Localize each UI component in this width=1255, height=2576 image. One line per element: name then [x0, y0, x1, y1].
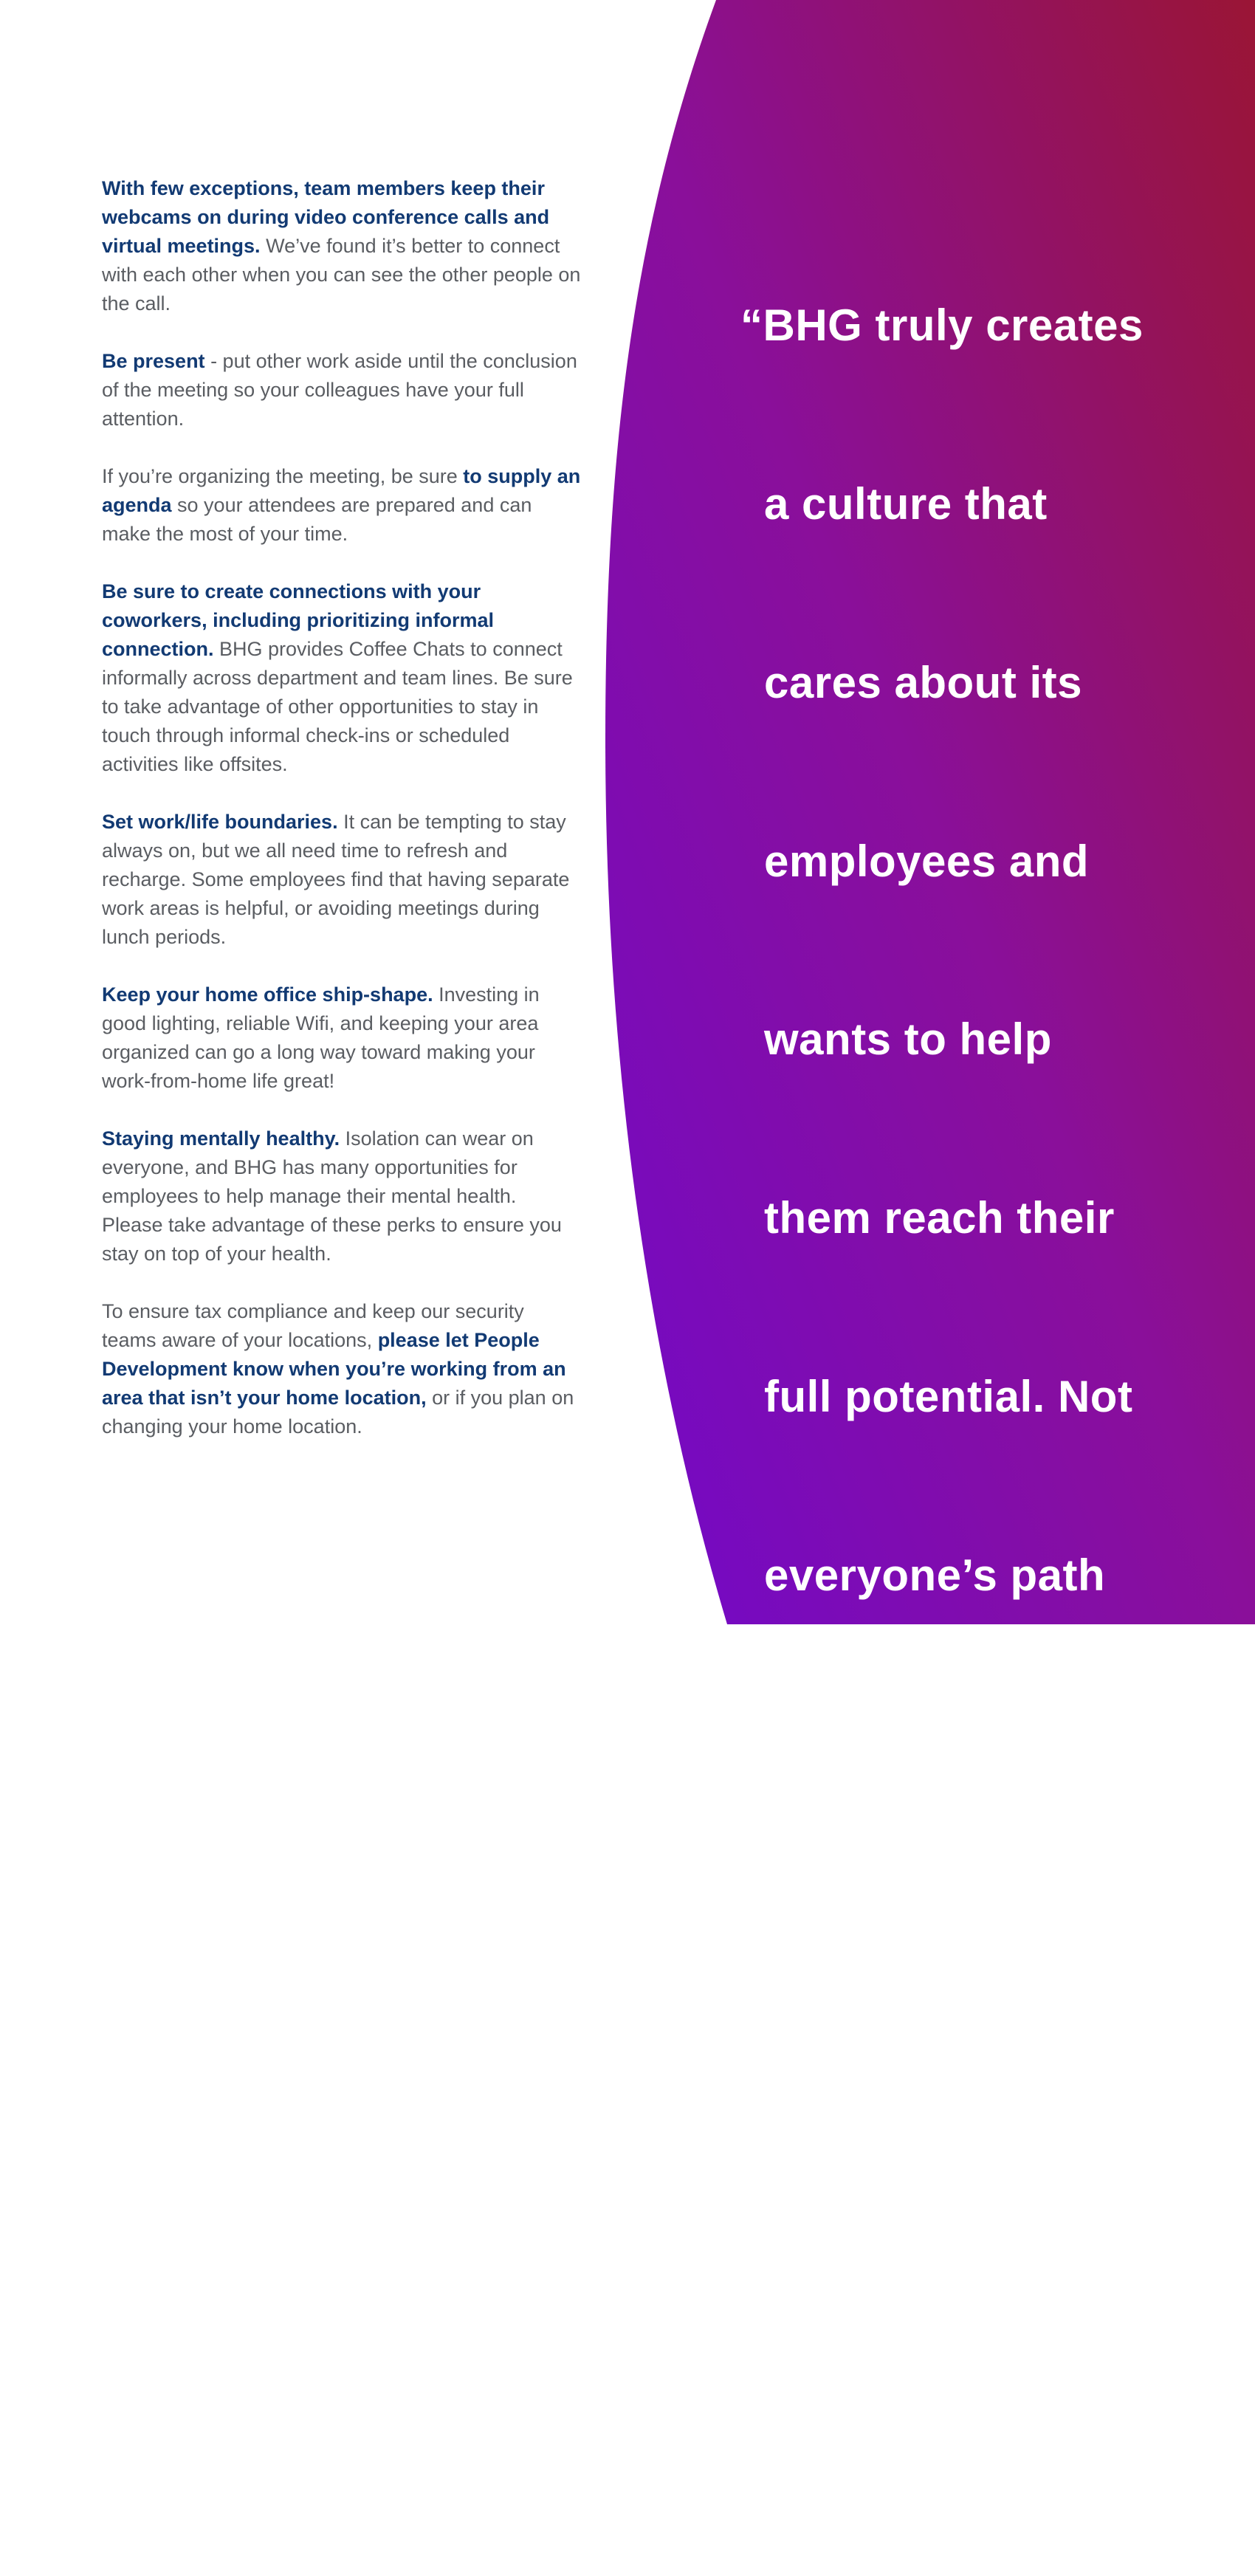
paragraph-heading: Set work/life boundaries. — [102, 811, 338, 833]
paragraph-tax-compliance — [102, 1297, 582, 1441]
author-name: Nikki Dixon — [764, 2498, 957, 2538]
quote-line: it out – together!.” — [764, 2264, 1155, 2314]
paragraph-body: Investing in good lighting, reliable Wifi, and keeping your area organized can go a long way toward making your work-from-home life great! — [102, 983, 540, 1092]
quote-line: cares about its — [764, 657, 1082, 707]
quote-line: is the same and — [764, 1728, 1102, 1779]
paragraph-webcams — [102, 174, 582, 318]
testimonial-quote — [740, 177, 1222, 2576]
quote-line: to help you figure — [764, 2086, 1143, 2135]
paragraph-be-present — [102, 347, 582, 433]
paragraph-home-office — [102, 980, 582, 1096]
paragraph-heading: With few exceptions, team members keep their webcams on during video conference calls and virtual meetings. — [102, 177, 550, 257]
paragraph-body: Isolation can wear on everyone, and BHG has many opportunities for employees to help manage their mental health. Please take advantage of these perks to ensure you stay on top of your health. — [102, 1127, 562, 1265]
paragraph-body: so your attendees are prepared and can make the most of your time. — [102, 494, 532, 545]
paragraph-heading: please let People Development know when you’re working from an area that isn’t your home location, — [102, 1329, 566, 1409]
body-text-column — [102, 174, 582, 1470]
paragraph-agenda — [102, 462, 582, 549]
quote-line: them reach their — [764, 1193, 1115, 1243]
paragraph-body: - put other work aside until the conclusion of the meeting so your colleagues have your full attention. — [102, 350, 577, 430]
paragraph-body: or if you plan on changing your home location. — [102, 1387, 574, 1438]
paragraph-body: BHG provides Coffee Chats to connect informally across department and team lines. Be sure to take advantage of other opportunities to stay in touch through informal check-ins or scheduled activities like offsites. — [102, 638, 573, 775]
paragraph-heading: to supply an agenda — [102, 465, 581, 516]
paragraph-heading: Be present — [102, 350, 205, 372]
paragraph-mental-health — [102, 1124, 582, 1268]
paragraph-body: We’ve found it’s better to connect with each other when you can see the other people on the call. — [102, 235, 581, 315]
paragraph-heading: Be sure to create connections with your coworkers, including prioritizing informal connection. — [102, 580, 495, 660]
quote-line: full potential. Not — [764, 1371, 1133, 1421]
paragraph-heading: Staying mentally healthy. — [102, 1127, 340, 1150]
quote-line: everyone’s path — [764, 1550, 1106, 1600]
quote-text — [740, 177, 1222, 2439]
quote-line: employees and — [764, 836, 1090, 886]
paragraph-lead: To ensure tax compliance and keep our security teams aware of your locations, — [102, 1300, 524, 1351]
paragraph-boundaries — [102, 808, 582, 952]
author-title: Sr Mgr, Data Partnerships — [764, 2543, 1087, 2575]
paragraph-body: It can be tempting to stay always on, but we all need time to refresh and recharge. Some employees find that having separate work areas is helpful, or avoiding meetings during lunch periods. — [102, 811, 570, 948]
quote-line: a culture that — [764, 478, 1048, 529]
paragraph-heading: Keep your home office ship-shape. — [102, 983, 433, 1006]
quote-line: “BHG truly creates — [740, 300, 1144, 351]
paragraph-lead: If you’re organizing the meeting, be sure — [102, 465, 464, 487]
quote-line: BHG really wants — [764, 1907, 1135, 1957]
paragraph-connections — [102, 577, 582, 779]
quote-line: wants to help — [764, 1014, 1052, 1065]
